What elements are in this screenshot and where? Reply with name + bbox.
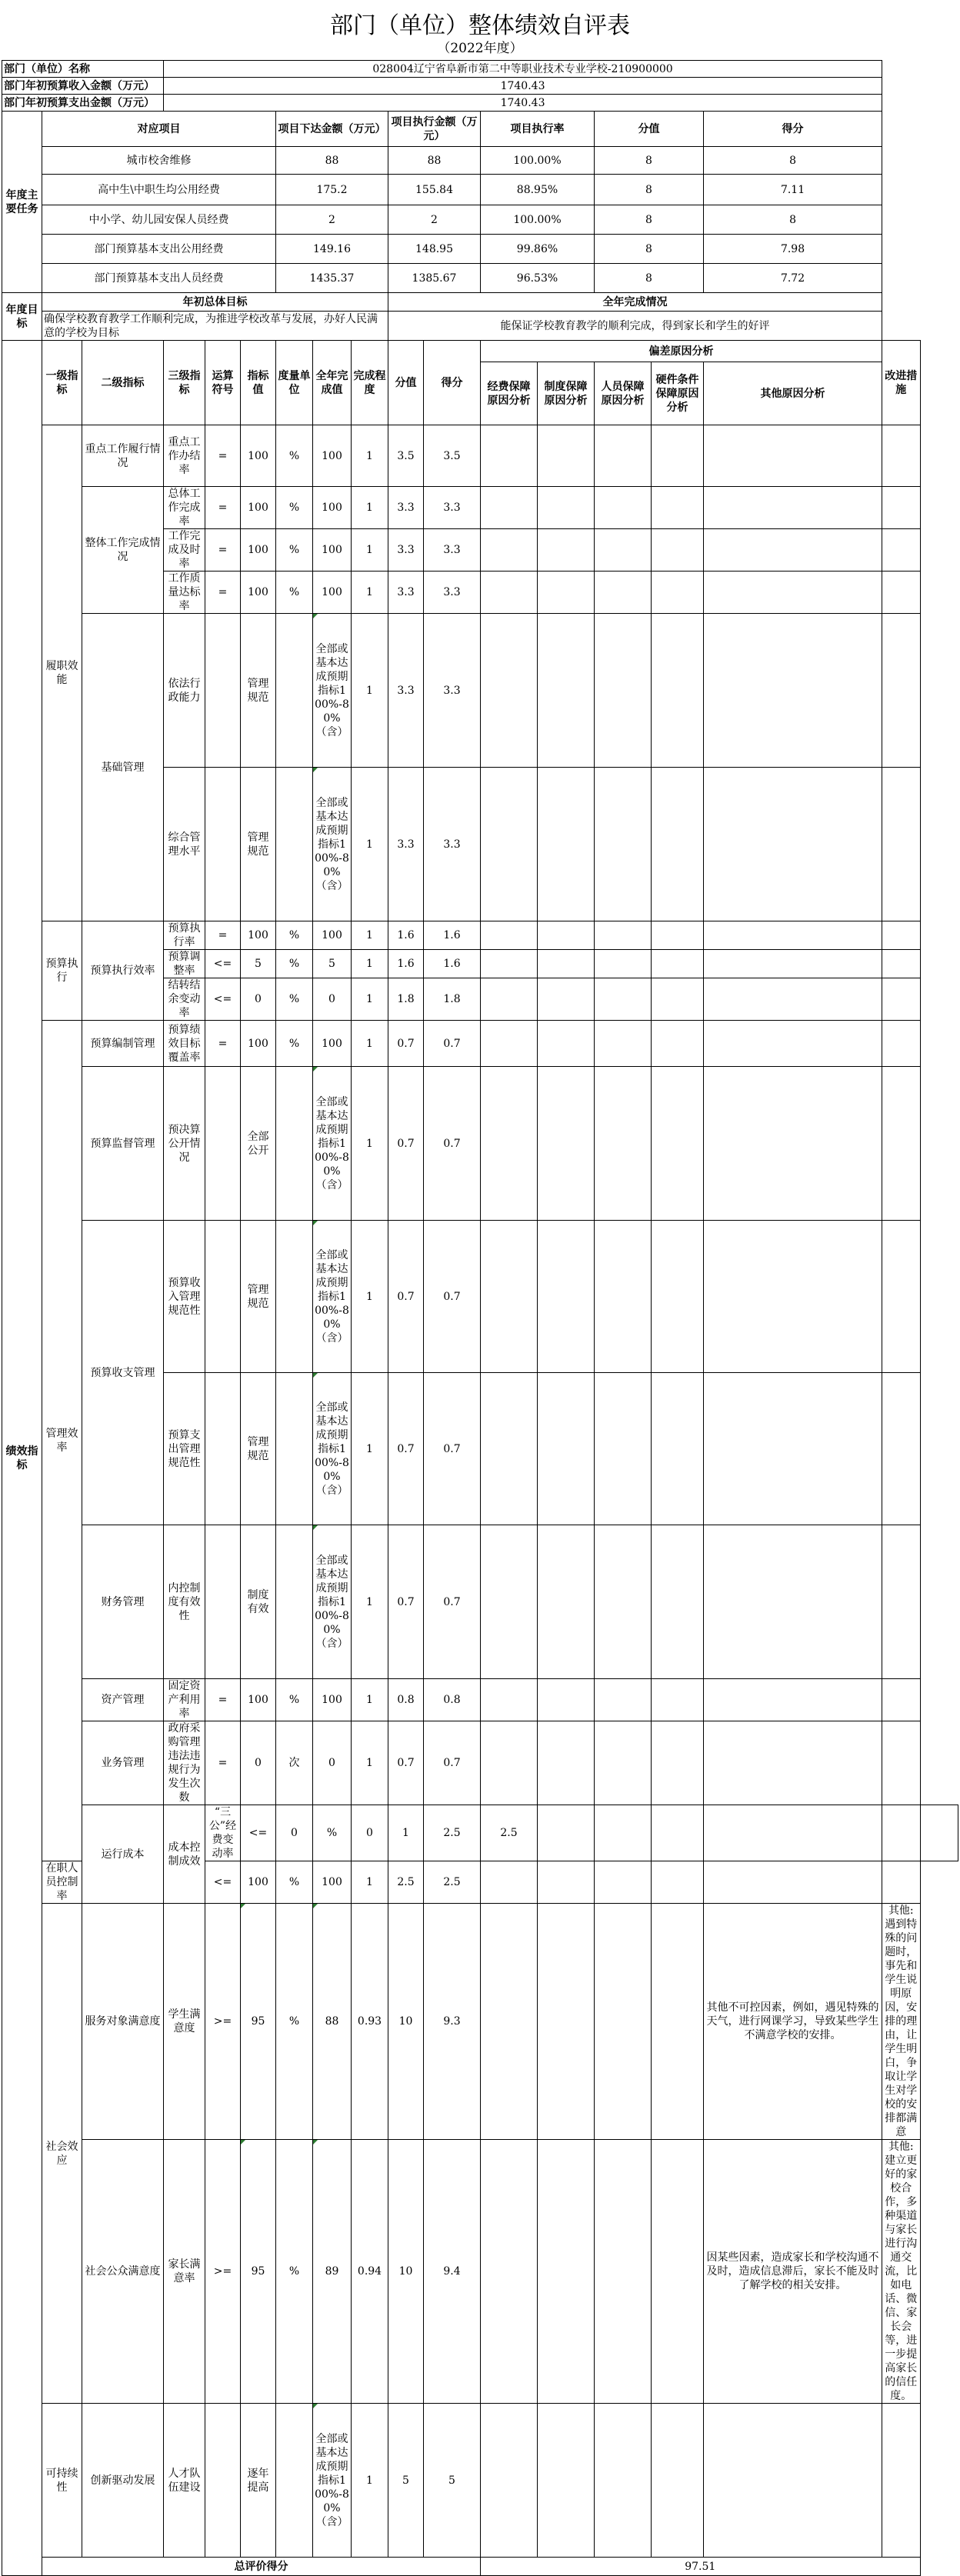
header-d5: 其他原因分析 (704, 362, 882, 425)
sub-label: 创新驱动发展 (82, 2404, 164, 2558)
header-op: 运算符号 (205, 341, 241, 425)
header-l1: 一级指标 (42, 341, 82, 425)
indicator-actual: 100 (313, 487, 352, 529)
indicator-op (205, 1067, 241, 1221)
total-label: 总评价得分 (42, 2558, 481, 2576)
indicator-unit: % (276, 2140, 313, 2404)
sub-label: 预算执行效率 (82, 921, 164, 1021)
indicator-unit: % (313, 1805, 352, 1861)
indicator-score: 0.8 (424, 1679, 481, 1721)
indicator-unit: % (276, 425, 313, 487)
sub-label: 社会公众满意度 (82, 2140, 164, 2404)
indicator-target: 100 (241, 572, 276, 614)
group-label: 社会效应 (42, 1904, 82, 2404)
indicator-target: 5 (241, 950, 276, 978)
indicator-actual: 全部或基本达成预期指标100%-80%（含） (313, 1373, 352, 1525)
indicator-actual: 89 (313, 2140, 352, 2404)
indicator-name: 依法行政能力 (164, 614, 205, 768)
indicator-score-max: 10 (388, 2140, 424, 2404)
indicator-actual: 5 (313, 950, 352, 978)
indicator-score-max: 3.3 (388, 487, 424, 529)
indicator-name: 预决算公开情况 (164, 1067, 205, 1221)
header-l3: 三级指标 (164, 341, 205, 425)
header-actual: 全年完成值 (313, 341, 352, 425)
tasks-label: 年度主要任务 (2, 112, 42, 293)
tasks-header-rate: 项目执行率 (481, 112, 595, 147)
indicator-actual: 全部或基本达成预期指标100%-80%（含） (313, 1525, 352, 1679)
indicator-score-max: 1.6 (388, 950, 424, 978)
indicator-target: 0 (241, 978, 276, 1021)
indicator-target: 制度有效 (241, 1525, 276, 1679)
indicator-score: 1.6 (424, 921, 481, 950)
task-executed: 88 (388, 147, 481, 175)
indicator-op: = (205, 1679, 241, 1721)
indicator-unit (276, 1373, 313, 1525)
indicator-unit: % (276, 921, 313, 950)
indicator-score-max: 0.7 (388, 1373, 424, 1525)
indicator-target: 全部公开 (241, 1067, 276, 1221)
expense-label: 部门年初预算支出金额（万元） (2, 95, 164, 112)
indicator-name: 预算支出管理规范性 (164, 1373, 205, 1525)
indicator-op (205, 2404, 241, 2558)
header-d4: 硬件条件保障原因分析 (652, 362, 704, 425)
indicator-unit: % (276, 978, 313, 1021)
indicator-score: 3.5 (424, 425, 481, 487)
indicator-target: 逐年提高 (241, 2404, 276, 2558)
indicator-row (2, 1721, 958, 1805)
task-max: 8 (595, 175, 704, 205)
indicator-row (2, 614, 958, 768)
indicator-name: 总体工作完成率 (164, 487, 205, 529)
indicator-target: 0 (241, 1721, 276, 1805)
indicator-op: <= (205, 978, 241, 1021)
indicator-name: 政府采购管理违法违规行为发生次数 (164, 1721, 205, 1805)
indicator-actual: 全部或基本达成预期指标100%-80%（含） (313, 1067, 352, 1221)
indicator-rate: 0.94 (352, 2140, 388, 2404)
indicator-score: 9.4 (424, 2140, 481, 2404)
indicator-rate: 1 (352, 950, 388, 978)
task-rate: 88.95% (481, 175, 595, 205)
sub-label: 预算收支管理 (82, 1221, 164, 1525)
task-project: 中小学、幼儿园安保人员经费 (42, 205, 276, 235)
indicator-actual: 0 (352, 1805, 388, 1861)
total-score: 97.51 (481, 2558, 921, 2576)
indicator-actual: 88 (313, 1904, 352, 2140)
indicator-row (2, 1021, 958, 1067)
header-d3: 人员保障原因分析 (595, 362, 652, 425)
indicator-name: 在职人员控制率 (42, 1861, 82, 1904)
indicator-op: <= (205, 950, 241, 978)
unit-name-value: 028004辽宁省阜新市第二中等职业技术专业学校-210900000 (164, 61, 882, 78)
task-max: 8 (595, 264, 704, 293)
indicator-row (2, 1805, 958, 1861)
indicator-score-max: 0.8 (388, 1679, 424, 1721)
indicator-rate: 1 (352, 487, 388, 529)
header-score-max: 分值 (388, 341, 424, 425)
indicator-unit (276, 768, 313, 921)
indicator-score: 0.7 (424, 1221, 481, 1373)
indicator-score-max: 3.3 (388, 614, 424, 768)
indicator-unit: % (276, 950, 313, 978)
indicator-target: 100 (241, 1679, 276, 1721)
indicator-name: 家长满意率 (164, 2140, 205, 2404)
indicator-rate: 1 (352, 1221, 388, 1373)
indicator-rate: 1 (352, 1373, 388, 1525)
indicator-op: = (205, 1021, 241, 1067)
header-target: 指标值 (241, 341, 276, 425)
indicator-unit: % (276, 1904, 313, 2140)
indicator-score: 0.7 (424, 1525, 481, 1679)
indicator-rate: 1 (352, 921, 388, 950)
group-label: 可持续性 (42, 2404, 82, 2558)
indicator-score: 0.7 (424, 1373, 481, 1525)
indicator-score-max: 0.7 (388, 1067, 424, 1221)
indicator-actual: 100 (313, 529, 352, 572)
task-executed: 155.84 (388, 175, 481, 205)
goal-done-text: 能保证学校教育教学的顺利完成，得到家长和学生的好评 (388, 312, 882, 341)
sub-label: 业务管理 (82, 1721, 164, 1805)
task-row (2, 264, 958, 293)
indicator-row (2, 2404, 958, 2558)
indicator-op: >= (205, 2140, 241, 2404)
indicator-target: 95 (241, 1904, 276, 2140)
indicator-unit: % (276, 1861, 313, 1904)
indicator-actual: 100 (313, 425, 352, 487)
sub-label: 资产管理 (82, 1679, 164, 1721)
indicator-name: 工作质量达标率 (164, 572, 205, 614)
perf-label: 绩效指标 (2, 341, 42, 2576)
indicator-row (2, 1679, 958, 1721)
improve-text: 其他:建立更好的家校合作，多种渠道与家长进行沟通交流，比如电话、微信、家长会等，进一步提高家长的信任度。 (882, 2140, 920, 2404)
indicator-actual: 全部或基本达成预期指标100%-80%（含） (313, 768, 352, 921)
group-label: 履职效能 (42, 425, 82, 921)
header-deviation: 偏差原因分析 (481, 341, 882, 362)
task-score: 7.98 (704, 235, 882, 264)
indicator-target: 管理规范 (241, 614, 276, 768)
indicator-score: 3.3 (424, 572, 481, 614)
tasks-header-max: 分值 (595, 112, 704, 147)
indicator-rate: 1 (352, 1721, 388, 1805)
indicator-target: 0 (276, 1805, 313, 1861)
task-rate: 96.53% (481, 264, 595, 293)
indicator-name: 预算绩效目标覆盖率 (164, 1021, 205, 1067)
indicator-score: 2.5 (481, 1805, 538, 1861)
indicator-actual: 100 (313, 921, 352, 950)
goal-initial-label: 年初总体目标 (42, 293, 388, 312)
indicator-target: 管理规范 (241, 1373, 276, 1525)
header-rate: 完成程度 (352, 341, 388, 425)
task-executed: 1385.67 (388, 264, 481, 293)
indicator-row (2, 1221, 958, 1373)
indicator-name: 学生满意度 (164, 1904, 205, 2140)
group-label: 管理效率 (42, 1021, 82, 1861)
indicator-target: 管理规范 (241, 1221, 276, 1373)
sub-label: 重点工作履行情况 (82, 425, 164, 487)
indicator-target: 管理规范 (241, 768, 276, 921)
indicator-op (205, 1373, 241, 1525)
indicator-score: 0.7 (424, 1721, 481, 1805)
expense-row (2, 95, 958, 112)
indicator-score-max: 0.7 (388, 1021, 424, 1067)
task-row (2, 235, 958, 264)
indicator-score: 2.5 (424, 1861, 481, 1904)
indicator-op (205, 614, 241, 768)
indicator-op: <= (241, 1805, 276, 1861)
indicator-op (205, 1525, 241, 1679)
indicator-score-max: 3.3 (388, 529, 424, 572)
task-executed: 2 (388, 205, 481, 235)
indicator-target: 100 (241, 425, 276, 487)
indicator-name: 固定资产利用率 (164, 1679, 205, 1721)
indicator-name: 综合管理水平 (164, 768, 205, 921)
income-label: 部门年初预算收入金额（万元） (2, 78, 164, 95)
total-row (2, 2558, 958, 2576)
indicator-name: 工作完成及时率 (164, 529, 205, 572)
indicator-row (2, 487, 958, 529)
indicator-score: 0.7 (424, 1021, 481, 1067)
indicator-score-max: 0.7 (388, 1525, 424, 1679)
header-l2: 二级指标 (82, 341, 164, 425)
indicator-score-max: 0.7 (388, 1221, 424, 1373)
task-max: 8 (595, 205, 704, 235)
indicator-rate: 1 (352, 768, 388, 921)
goal-row (2, 312, 958, 341)
indicator-header-row-1 (2, 341, 958, 362)
indicator-target: 95 (241, 2140, 276, 2404)
indicator-unit: % (276, 487, 313, 529)
sub-label: 成本控制成效 (164, 1805, 205, 1904)
indicator-unit (276, 1525, 313, 1679)
indicator-unit: % (276, 1021, 313, 1067)
sub-label: 基础管理 (82, 614, 164, 921)
goal-header-row (2, 293, 958, 312)
indicator-unit (276, 1067, 313, 1221)
indicator-actual: 100 (313, 1679, 352, 1721)
task-allocated: 175.2 (276, 175, 388, 205)
task-max: 8 (595, 147, 704, 175)
indicator-actual: 100 (313, 1861, 352, 1904)
unit-name-label: 部门（单位）名称 (2, 61, 164, 78)
evaluation-table (2, 60, 958, 2576)
indicator-target: 100 (241, 1021, 276, 1067)
indicator-score: 3.3 (424, 614, 481, 768)
task-score: 7.11 (704, 175, 882, 205)
indicator-rate: 1 (352, 529, 388, 572)
indicator-op: = (205, 529, 241, 572)
indicator-unit: % (276, 529, 313, 572)
indicator-row (2, 921, 958, 950)
indicator-row (2, 1904, 958, 2140)
header-d2: 制度保障原因分析 (538, 362, 595, 425)
indicator-op (205, 1221, 241, 1373)
indicator-actual: 0 (313, 978, 352, 1021)
indicator-score-max: 2.5 (388, 1861, 424, 1904)
task-row (2, 175, 958, 205)
header-unit: 度量单位 (276, 341, 313, 425)
header-score: 得分 (424, 341, 481, 425)
indicator-rate: 1 (388, 1805, 424, 1861)
indicator-score: 3.3 (424, 487, 481, 529)
indicator-name: 预算执行率 (164, 921, 205, 950)
indicator-op (205, 768, 241, 921)
indicator-name: 预算收入管理规范性 (164, 1221, 205, 1373)
tasks-header-allocated: 项目下达金额（万元） (276, 112, 388, 147)
indicator-score-max: 0.7 (388, 1721, 424, 1805)
income-row (2, 78, 958, 95)
task-allocated: 149.16 (276, 235, 388, 264)
tasks-header-score: 得分 (704, 112, 882, 147)
indicator-op: = (205, 1721, 241, 1805)
task-max: 8 (595, 235, 704, 264)
indicator-op: = (205, 921, 241, 950)
sub-label: 整体工作完成情况 (82, 487, 164, 614)
expense-value: 1740.43 (164, 95, 882, 112)
indicator-rate: 1 (352, 614, 388, 768)
deviation-other-text: 其他不可控因素，例如，遇见特殊的天气，进行网课学习，导致某些学生不满意学校的安排。 (704, 1904, 882, 2140)
indicator-unit (276, 1221, 313, 1373)
task-allocated: 2 (276, 205, 388, 235)
indicator-row (2, 2140, 958, 2404)
indicator-score-max: 5 (388, 2404, 424, 2558)
task-score: 7.72 (704, 264, 882, 293)
indicator-name: 预算调整率 (164, 950, 205, 978)
indicator-score-max: 1.8 (388, 978, 424, 1021)
indicator-rate: 0.93 (352, 1904, 388, 2140)
indicator-rate: 1 (352, 1861, 388, 1904)
goal-done-label: 全年完成情况 (388, 293, 882, 312)
indicator-unit (276, 2404, 313, 2558)
indicator-score: 1.6 (424, 950, 481, 978)
indicator-op: = (205, 572, 241, 614)
indicator-rate: 1 (352, 572, 388, 614)
indicator-unit: 次 (276, 1721, 313, 1805)
indicator-score: 0.7 (424, 1067, 481, 1221)
indicator-target: 100 (241, 529, 276, 572)
indicator-score: 5 (424, 2404, 481, 2558)
sub-label: 服务对象满意度 (82, 1904, 164, 2140)
indicator-op: = (205, 487, 241, 529)
indicator-row (2, 1525, 958, 1679)
indicator-row (2, 1067, 958, 1221)
sub-label: 预算监督管理 (82, 1067, 164, 1221)
indicator-op: >= (205, 1904, 241, 2140)
indicator-actual: 全部或基本达成预期指标100%-80%（含） (313, 614, 352, 768)
task-executed: 148.95 (388, 235, 481, 264)
indicator-target: 100 (241, 487, 276, 529)
indicator-score-max: 3.5 (388, 425, 424, 487)
indicator-name: “三公”经费变动率 (205, 1805, 241, 1861)
indicator-rate: 1 (352, 1021, 388, 1067)
goal-initial-text: 确保学校教育教学工作顺利完成，为推进学校改革与发展，办好人民满意的学校为目标 (42, 312, 388, 341)
indicator-score-max: 3.3 (388, 768, 424, 921)
group-label: 运行成本 (82, 1805, 164, 1904)
tasks-header-row (2, 112, 958, 147)
indicator-score-max: 3.3 (388, 572, 424, 614)
indicator-rate: 1 (352, 425, 388, 487)
deviation-other-text: 因某些因素，造成家长和学校沟通不及时，造成信息滞后，家长不能及时了解学校的相关安排。 (704, 2140, 882, 2404)
indicator-actual: 全部或基本达成预期指标100%-80%（含） (313, 1221, 352, 1373)
unit-name-row (2, 61, 958, 78)
task-allocated: 88 (276, 147, 388, 175)
indicator-actual: 100 (313, 1021, 352, 1067)
task-project: 部门预算基本支出人员经费 (42, 264, 276, 293)
group-label: 预算执行 (42, 921, 82, 1021)
indicator-unit (276, 614, 313, 768)
indicator-row (2, 425, 958, 487)
indicator-rate: 1 (352, 1067, 388, 1221)
task-rate: 99.86% (481, 235, 595, 264)
indicator-actual: 0 (313, 1721, 352, 1805)
indicator-actual: 100 (313, 572, 352, 614)
tasks-header-project: 对应项目 (42, 112, 276, 147)
indicator-name: 内控制度有效性 (164, 1525, 205, 1679)
task-project: 高中生\中职生均公用经费 (42, 175, 276, 205)
indicator-score-max: 10 (388, 1904, 424, 2140)
indicator-name: 人才队伍建设 (164, 2404, 205, 2558)
header-d1: 经费保障原因分析 (481, 362, 538, 425)
indicator-unit: % (276, 1679, 313, 1721)
task-project: 部门预算基本支出公用经费 (42, 235, 276, 264)
indicator-op: <= (205, 1861, 241, 1904)
task-score: 8 (704, 205, 882, 235)
indicator-score-max: 1.6 (388, 921, 424, 950)
improve-text: 其他:遇到特殊的问题时，事先和学生说明原因，安排的理由，让学生明白，争取让学生对学校的安排都满意 (882, 1904, 920, 2140)
page-subtitle: （2022年度） (437, 41, 523, 56)
indicator-actual: 全部或基本达成预期指标100%-80%（含） (313, 2404, 352, 2558)
sub-label: 财务管理 (82, 1525, 164, 1679)
indicator-score: 9.3 (424, 1904, 481, 2140)
indicator-rate: 1 (352, 1679, 388, 1721)
goal-label: 年度目标 (2, 293, 42, 341)
indicator-target: 100 (241, 1861, 276, 1904)
header-improve: 改进措施 (882, 341, 920, 425)
indicator-score: 3.3 (424, 768, 481, 921)
indicator-op: = (205, 425, 241, 487)
task-row (2, 147, 958, 175)
sub-label: 预算编制管理 (82, 1021, 164, 1067)
indicator-name: 重点工作办结率 (164, 425, 205, 487)
task-allocated: 1435.37 (276, 264, 388, 293)
indicator-target: 100 (241, 921, 276, 950)
task-project: 城市校舍维修 (42, 147, 276, 175)
indicator-rate: 1 (352, 2404, 388, 2558)
task-score: 8 (704, 147, 882, 175)
indicator-rate: 1 (352, 1525, 388, 1679)
task-rate: 100.00% (481, 205, 595, 235)
indicator-score: 3.3 (424, 529, 481, 572)
task-rate: 100.00% (481, 147, 595, 175)
indicator-name: 结转结余变动率 (164, 978, 205, 1021)
income-value: 1740.43 (164, 78, 882, 95)
page-title: 部门（单位）整体绩效自评表 (330, 12, 630, 39)
indicator-rate: 1 (352, 978, 388, 1021)
indicator-unit: % (276, 572, 313, 614)
task-row (2, 205, 958, 235)
tasks-header-executed: 项目执行金额（万元） (388, 112, 481, 147)
indicator-score: 1.8 (424, 978, 481, 1021)
indicator-score-max: 2.5 (424, 1805, 481, 1861)
